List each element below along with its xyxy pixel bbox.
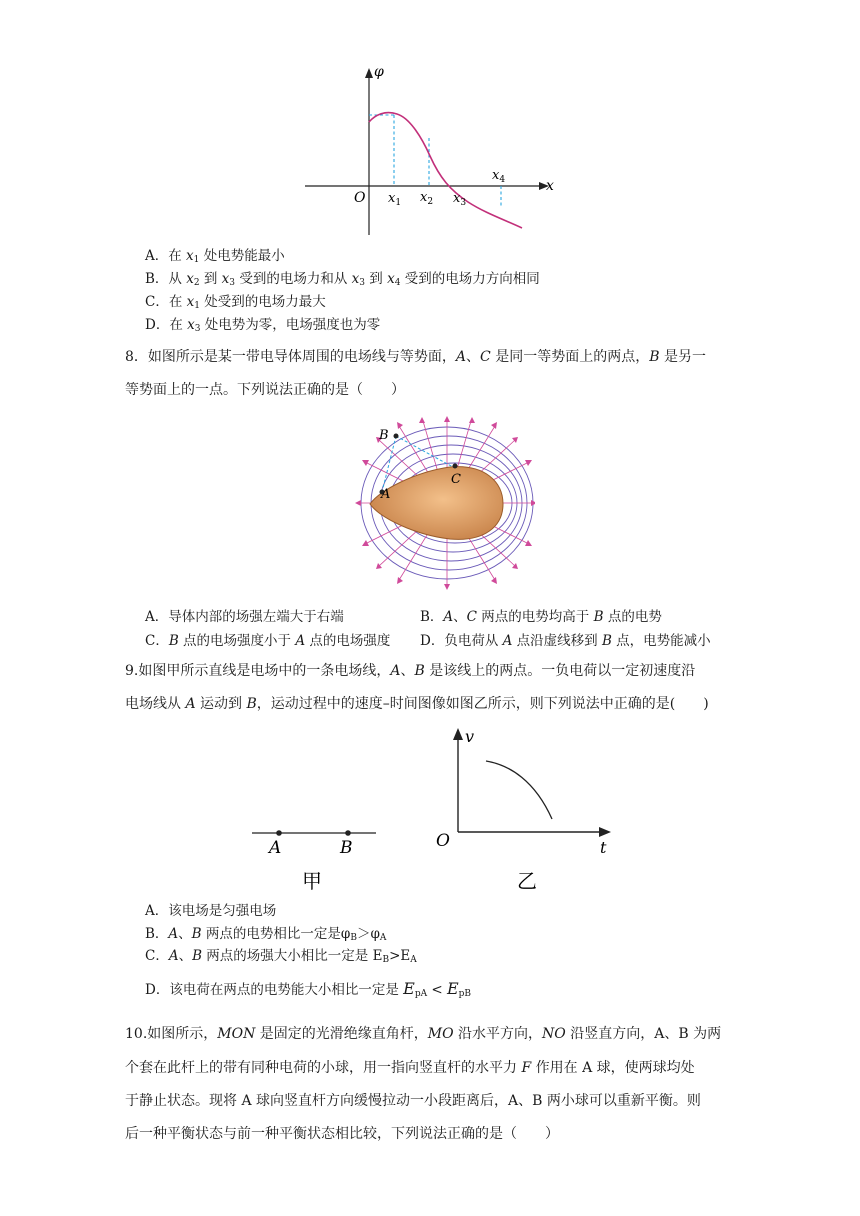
conductor-field-figure (335, 412, 535, 592)
y-axis-arrow (453, 728, 463, 740)
q9-option-d[interactable]: D．该电荷在两点的电势能大小相比一定是 $E_{pA} < E_{pB}$ (145, 979, 472, 999)
q8-stem-line2: 等势面上的一点。下列说法正确的是（ ） (125, 382, 405, 398)
x2-label: $x_2$ (420, 190, 434, 207)
q10-stem-line3: 于静止状态。现将 A 球向竖直杆方向缓慢拉动一小段距离后，A、B 两小球可以重新平衡。则 (125, 1093, 701, 1109)
q7-option-c[interactable]: C．在 $x_1$ 处受到的电场力最大 (145, 294, 326, 311)
x4-label: $x_4$ (492, 168, 506, 185)
q8-option-c[interactable]: C．B 点的电场强度小于 A 点的电场强度 (145, 633, 391, 649)
y-axis-label: φ (374, 64, 384, 80)
q7-option-b[interactable]: B．从 $x_2$ 到 $x_3$ 受到的电场力和从 $x_3$ 到 $x_4$ 受到的电场力方向相同 (145, 271, 540, 288)
label-c: C (451, 472, 461, 487)
q7-option-d[interactable]: D．在 $x_3$ 处电势为零，电场强度也为零 (145, 317, 381, 334)
label-b: B (340, 838, 353, 858)
x3-label: $x_3$ (453, 191, 467, 208)
origin-label: O (436, 831, 450, 851)
velocity-time-graph-yi (430, 725, 615, 895)
y-axis-label: v (465, 727, 475, 746)
field-line-figure-jia (245, 815, 385, 895)
q9-stem-line2: 电场线从 A 运动到 B，运动过程中的速度–时间图像如图乙所示，则下列说法中正确的是( ) (125, 696, 709, 712)
y-axis-arrow (365, 68, 373, 78)
q9-option-c[interactable]: C．A、B 两点的场强大小相比一定是 $E_B>E_A$ (145, 948, 417, 965)
q10-stem-line4: 后一种平衡状态与前一种平衡状态相比较，下列说法正确的是（ ） (125, 1126, 559, 1142)
label-b: B (379, 428, 389, 443)
label-a: A (381, 487, 391, 502)
q8-option-b[interactable]: B．A、C 两点的电势均高于 B 点的电势 (420, 609, 662, 625)
potential-graph (300, 60, 570, 245)
x-axis-label: t (600, 838, 607, 857)
origin-label: O (354, 190, 366, 206)
dashed-path-bc (396, 436, 453, 467)
point-b (345, 830, 351, 836)
q9-option-b[interactable]: B．A、B 两点的电势相比一定是$\varphi_B>\varphi_A$ (145, 926, 387, 943)
q9-stem-line1: 9.如图甲所示直线是电场中的一条电场线，A、B 是该线上的两点。一负电荷以一定初速度沿 (125, 663, 696, 679)
q8-option-a[interactable]: A．导体内部的场强左端大于右端 (145, 609, 344, 625)
x-axis-arrow (599, 827, 611, 837)
q8-option-d[interactable]: D．负电荷从 A 点沿虚线移到 B 点，电势能减小 (420, 633, 711, 649)
caption-yi: 乙 (517, 869, 537, 893)
q8-stem-line1: 8．如图所示是某一带电导体周围的电场线与等势面，A、C 是同一等势面上的两点，B 是另一 (125, 349, 706, 365)
point-c (453, 464, 458, 469)
q9-option-a[interactable]: A．该电场是匀强电场 (145, 903, 277, 919)
q10-stem-line1: 10.如图所示，MON 是固定的光滑绝缘直角杆，MO 沿水平方向，NO 沿竖直方向，A、B 为两 (125, 1026, 722, 1042)
velocity-curve (486, 761, 552, 819)
point-b (394, 434, 399, 439)
q7-option-a[interactable]: A．在 $x_1$ 处电势能最小 (145, 248, 285, 265)
conductor-body (370, 467, 503, 540)
x-axis-label: x (546, 178, 554, 194)
point-a (276, 830, 282, 836)
label-a: A (269, 838, 282, 858)
x1-label: $x_1$ (388, 191, 402, 208)
caption-jia: 甲 (302, 869, 322, 893)
q10-stem-line2: 个套在此杆上的带有同种电荷的小球，用一指向竖直杆的水平力 F 作用在 A 球，使两球均处 (125, 1060, 695, 1076)
